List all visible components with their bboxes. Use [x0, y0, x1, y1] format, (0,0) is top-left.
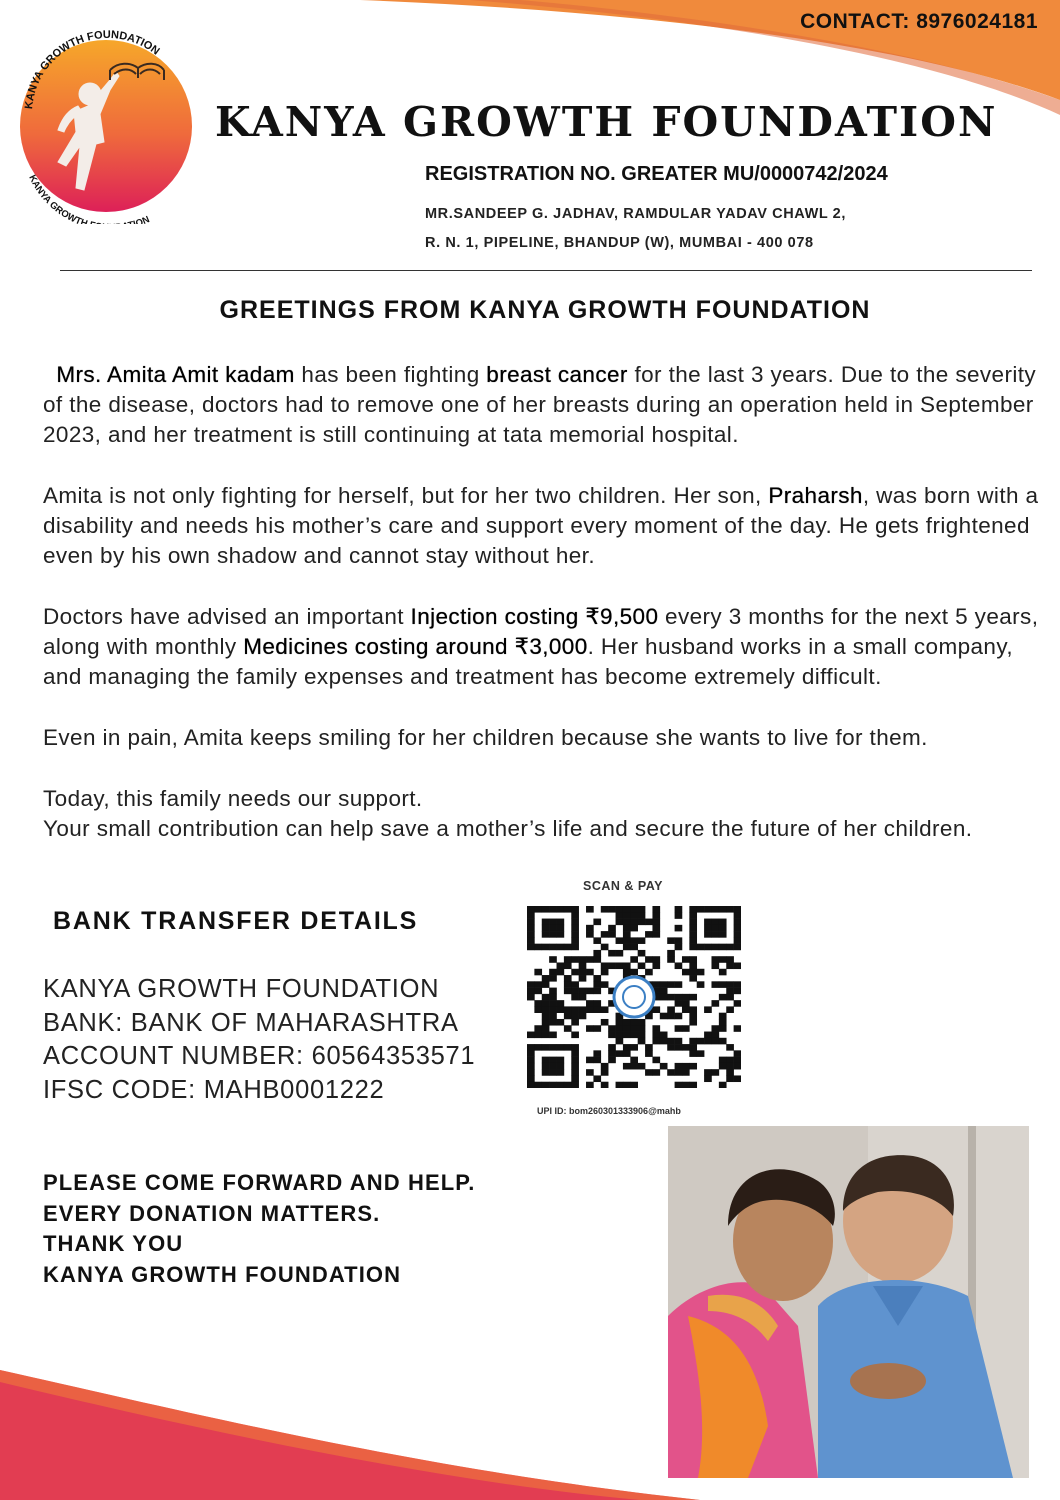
- scan-pay-caption: SCAN & PAY: [583, 879, 664, 893]
- story-paragraph-2: Amita is not only fighting for herself, but for her two children. Her son, Praharsh, was born with a disability and needs his mother’s care and support every moment of the day. He gets frightened even by his own shadow and cannot stay without her.: [43, 483, 1039, 569]
- story-paragraph-5: Today, this family needs our support.: [43, 786, 423, 811]
- closing-line-2: EVERY DONATION MATTERS.: [43, 1200, 381, 1226]
- address-line-1: MR.SANDEEP G. JADHAV, RAMDULAR YADAV CHAWL 2,: [425, 206, 846, 222]
- story-paragraph-1: Mrs. Amita Amit kadam has been fighting breast cancer for the last 3 years. Due to the severity of the disease, doctors had to remove one of her breasts during an operation held in September 2023, and her treatment is still continuing at tata memorial hospital.: [43, 362, 1037, 448]
- bank-details: [43, 973, 475, 1107]
- logo-ring-text-top: KANYA GROWTH FOUNDATION: [23, 28, 162, 110]
- address-line-2: R. N. 1, PIPELINE, BHANDUP (W), MUMBAI - 400 078: [425, 235, 814, 251]
- story-paragraph-3: Doctors have advised an important Injection costing ₹9,500 every 3 months for the next 5 years, along with monthly Medicines costing around ₹3,000. Her husband works in a small company, and managing the family expenses and treatment has become extremely difficult.: [43, 604, 1039, 690]
- account-number: ACCOUNT NUMBER: 60564353571: [43, 1042, 476, 1070]
- registration-number: REGISTRATION NO. GREATER MU/0000742/2024: [425, 163, 888, 185]
- organization-title: KANYA GROWTH FOUNDATION: [215, 98, 998, 146]
- patient-name: Mrs. Amita Amit kadam: [56, 362, 295, 387]
- foundation-logo: [18, 14, 198, 224]
- closing-line-4: KANYA GROWTH FOUNDATION: [43, 1261, 402, 1287]
- logo-ring-text-bottom: KANYA GROWTH ON: [26, 173, 152, 224]
- greeting-heading: GREETINGS FROM KANYA GROWTH FOUNDATION: [219, 296, 871, 324]
- story-paragraph-6: Your small contribution can help save a mother’s life and secure the future of her children.: [43, 816, 973, 841]
- son-name: Praharsh: [768, 483, 863, 508]
- ifsc-code: IFSC CODE: MAHB0001222: [43, 1075, 385, 1104]
- closing-message: [43, 1168, 475, 1290]
- story-paragraph-4: Even in pain, Amita keeps smiling for her children because she wants to live for them.: [43, 725, 928, 750]
- upi-id: UPI ID: bom260301333906@mahb: [537, 1106, 681, 1116]
- closing-line-1: PLEASE COME FORWARD AND HELP.: [43, 1170, 476, 1195]
- medicine-cost: Medicines costing around ₹3,000: [243, 634, 588, 660]
- mother-and-son-photo: [668, 1126, 1029, 1478]
- bank-name: BANK: BANK OF MAHARASHTRA: [43, 1008, 459, 1037]
- bank-details-heading: BANK TRANSFER DETAILS: [53, 907, 419, 935]
- account-name: KANYA GROWTH FOUNDATION: [43, 975, 440, 1003]
- payment-qr-code[interactable]: [527, 906, 741, 1088]
- contact-number: CONTACT: 8976024181: [800, 10, 1038, 33]
- closing-line-3: THANK YOU: [43, 1231, 184, 1256]
- header-divider: [60, 270, 1032, 271]
- injection-cost: Injection costing ₹9,500: [410, 604, 659, 629]
- disease-name: breast cancer: [486, 362, 628, 387]
